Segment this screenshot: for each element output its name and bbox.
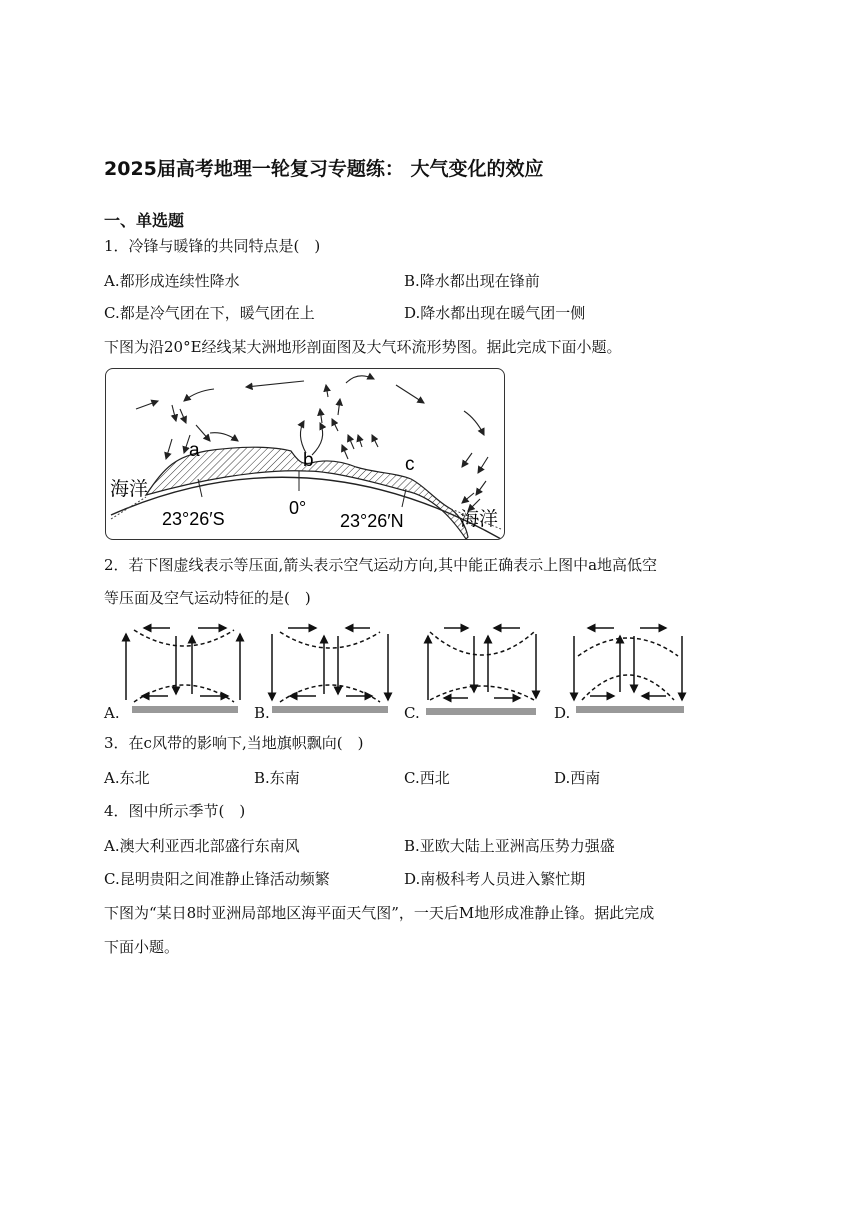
label-b: b [303, 450, 314, 471]
q1-stem: 1．冷锋与暖锋的共同特点是( ) [104, 237, 321, 255]
lat-n-label: 23°26′N [340, 511, 404, 531]
profile-circulation-figure [105, 368, 505, 540]
isobar-options-figure [104, 622, 704, 722]
option-b-diagram[interactable] [272, 628, 388, 713]
q3-option-a[interactable]: A.东北 [104, 769, 150, 787]
label-a: a [189, 440, 200, 461]
q3-option-b[interactable]: B.东南 [254, 769, 300, 787]
q2-option-a[interactable]: A. [104, 704, 120, 722]
q2-stem-line2: 等压面及空气运动特征的是( ) [104, 589, 311, 607]
option-d-diagram[interactable] [574, 628, 684, 713]
label-c: c [405, 454, 415, 475]
ocean-right-label: 海洋 [460, 508, 499, 530]
q4-option-b[interactable]: B.亚欧大陆上亚洲高压势力强盛 [404, 837, 615, 855]
section-heading: 一、单选题 [104, 211, 185, 230]
q2-option-c[interactable]: C. [404, 704, 420, 722]
q1-option-b[interactable]: B.降水都出现在锋前 [404, 272, 540, 290]
intro-text-2-line1: 下图为“某日8时亚洲局部地区海平面天气图”，一天后M地形成准静止锋。据此完成 [104, 904, 655, 922]
intro-text-2-line2: 下面小题。 [104, 938, 180, 956]
q2-stem-line1: 2．若下图虚线表示等压面,箭头表示空气运动方向,其中能正确表示上图中a地高低空 [104, 556, 658, 574]
q4-option-c[interactable]: C.昆明贵阳之间准静止锋活动频繁 [104, 870, 330, 888]
page-title: 2025届高考地理一轮复习专题练： 大气变化的效应 [104, 158, 544, 180]
q3-option-d[interactable]: D.西南 [554, 769, 601, 787]
q3-option-c[interactable]: C.西北 [404, 769, 450, 787]
q2-option-b[interactable]: B. [254, 704, 270, 722]
q4-stem: 4．图中所示季节( ) [104, 802, 246, 820]
option-c-diagram[interactable] [426, 628, 536, 715]
tick-tropic-n [402, 489, 406, 507]
ocean-left-label: 海洋 [110, 478, 149, 500]
q4-option-a[interactable]: A.澳大利亚西北部盛行东南风 [104, 837, 300, 855]
q1-option-d[interactable]: D.降水都出现在暖气团一侧 [404, 304, 586, 322]
intro-text-1: 下图为沿20°E经线某大洲地形剖面图及大气环流形势图。据此完成下面小题。 [104, 338, 622, 356]
option-a-diagram[interactable] [126, 628, 240, 713]
q1-option-c[interactable]: C.都是冷气团在下，暖气团在上 [104, 304, 315, 322]
profile-circulation-svg [106, 369, 505, 540]
q2-option-d[interactable]: D. [554, 704, 571, 722]
lat-s-label: 23°26′S [162, 509, 225, 529]
q4-option-d[interactable]: D.南极科考人员进入繁忙期 [404, 870, 586, 888]
q1-option-a[interactable]: A.都形成连续性降水 [104, 272, 240, 290]
lat-0-label: 0° [289, 498, 307, 518]
q3-stem: 3．在c风带的影响下,当地旗帜飘向( ) [104, 734, 364, 752]
